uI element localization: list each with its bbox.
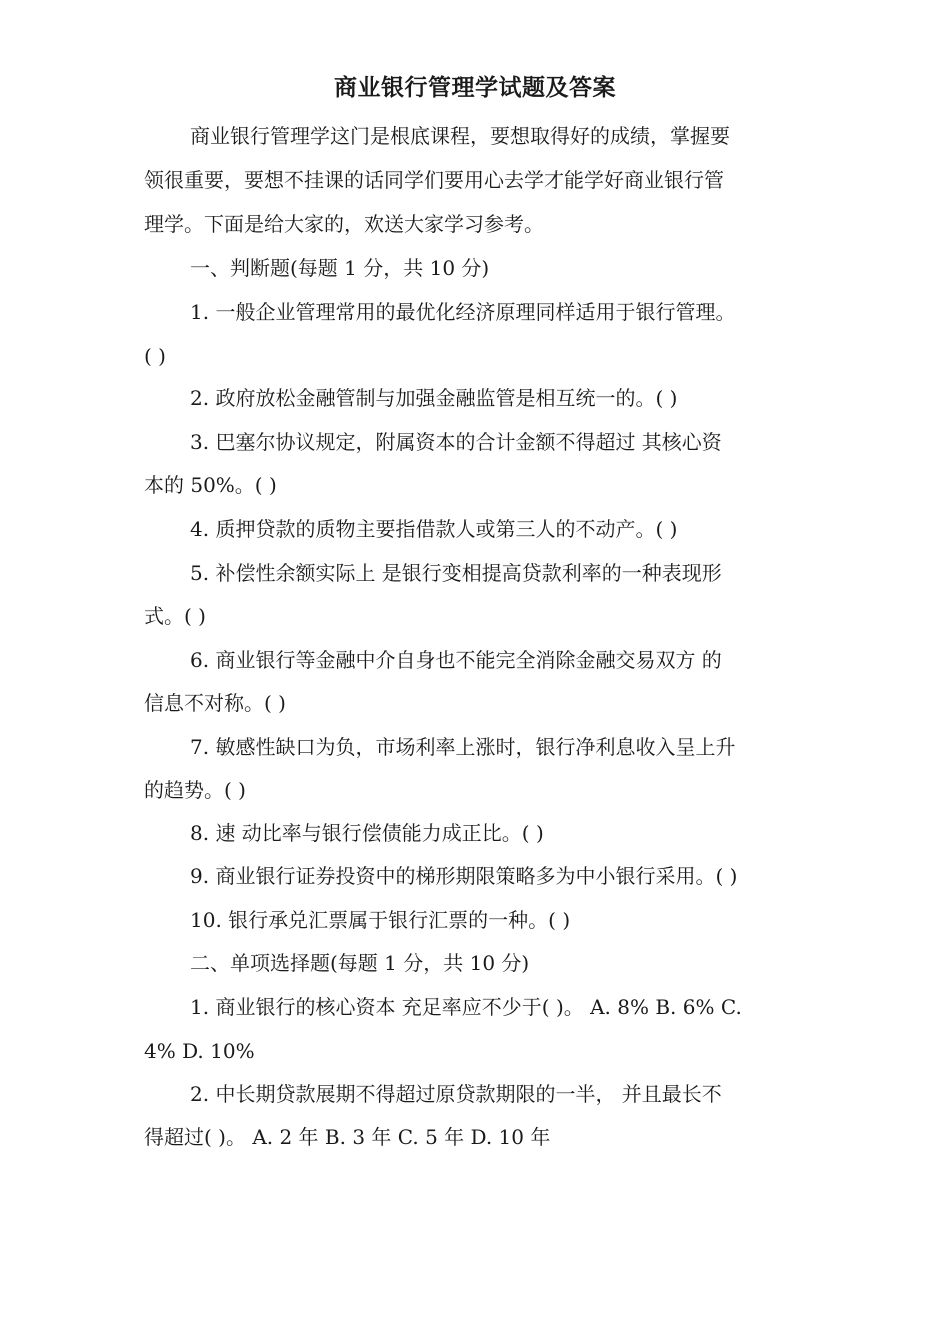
question-line: 6. 商业银行等金融中介自身也不能完全消除金融交易双方 的 [190, 648, 722, 672]
question-line: 得超过( )。 A. 2 年 B. 3 年 C. 5 年 D. 10 年 [144, 1125, 551, 1149]
question-line: 10. 银行承兑汇票属于银行汇票的一种。( ) [190, 908, 571, 932]
question-line: 的趋势。( ) [144, 778, 246, 802]
question-line: 信息不对称。( ) [144, 691, 286, 715]
question-line: 4% D. 10% [144, 1039, 255, 1063]
question-line: 4. 质押贷款的质物主要指借款人或第三人的不动产。( ) [190, 517, 678, 541]
paragraph-line: 理学。下面是给大家的，欢送大家学习参考。 [144, 212, 544, 236]
section-heading: 一、判断题(每题 1 分，共 10 分) [190, 256, 490, 280]
question-line: 8. 速 动比率与银行偿债能力成正比。( ) [190, 821, 544, 845]
question-line: 3. 巴塞尔协议规定，附属资本的合计金额不得超过 其核心资 [190, 430, 722, 454]
page-title: 商业银行管理学试题及答案 [334, 75, 616, 101]
paragraph-line: 商业银行管理学这门是根底课程，要想取得好的成绩，掌握要 [190, 124, 730, 148]
question-line: 本的 50%。( ) [144, 473, 277, 497]
question-line: 9. 商业银行证券投资中的梯形期限策略多为中小银行采用。( ) [190, 864, 738, 888]
question-line: 1. 一般企业管理常用的最优化经济原理同样适用于银行管理。 [190, 300, 736, 324]
question-line: 5. 补偿性余额实际上 是银行变相提高贷款利率的一种表现形 [190, 561, 722, 585]
question-line: 7. 敏感性缺口为负，市场利率上涨时，银行净利息收入呈上升 [190, 735, 736, 759]
section-heading: 二、单项选择题(每题 1 分，共 10 分) [190, 951, 530, 975]
question-line: ( ) [144, 344, 166, 368]
question-line: 2. 政府放松金融管制与加强金融监管是相互统一的。( ) [190, 386, 678, 410]
question-line: 2. 中长期贷款展期不得超过原贷款期限的一半， 并且最长不 [190, 1082, 722, 1106]
paragraph-line: 领很重要，要想不挂课的话同学们要用心去学才能学好商业银行管 [144, 168, 724, 192]
question-line: 1. 商业银行的核心资本 充足率应不少于( )。 A. 8% B. 6% C. [190, 995, 742, 1019]
question-line: 式。( ) [144, 604, 206, 628]
